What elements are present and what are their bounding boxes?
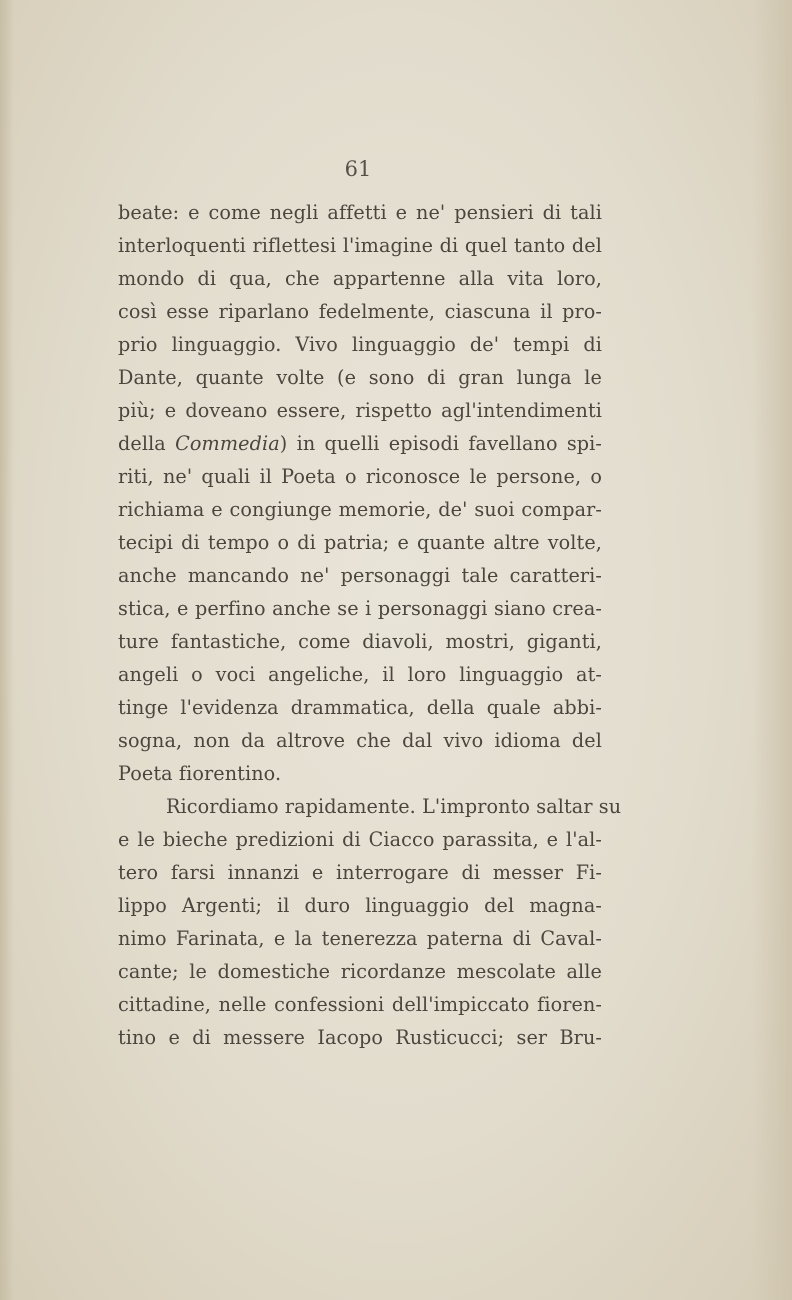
- text-line: Poeta fiorentino.: [118, 762, 282, 785]
- paragraph: [118, 790, 622, 1054]
- text-line: stica, e perfino anche se i personaggi siano crea-: [118, 597, 602, 620]
- text-line: ture fantastiche, come diavoli, mostri, giganti,: [118, 630, 602, 653]
- text-line: tecipi di tempo o di patria; e quante altre volte,: [118, 531, 602, 554]
- text-line: cittadine, nelle confessioni dell'impiccato fioren-: [118, 993, 602, 1016]
- paragraph: [118, 196, 602, 790]
- text-line: interloquenti riflettesi l'imagine di quel tanto del: [118, 234, 602, 257]
- text-line: tino e di messere Iacopo Rusticucci; ser Bru-: [118, 1026, 602, 1049]
- text-line: Dante, quante volte (e sono di gran lunga le: [118, 366, 602, 389]
- text-line: Ricordiamo rapidamente. L'impronto saltar su: [166, 795, 622, 818]
- text-line: prio linguaggio. Vivo linguaggio de' tempi di: [118, 333, 602, 356]
- text-line: e le bieche predizioni di Ciacco parassita, e l'al-: [118, 828, 602, 851]
- text-line: richiama e congiunge memorie, de' suoi compar-: [118, 498, 602, 521]
- text-line: della Commedia) in quelli episodi favellano spi-: [118, 432, 602, 455]
- text-line: tinge l'evidenza drammatica, della quale abbi-: [118, 696, 602, 719]
- body-text: [118, 196, 622, 1054]
- text-line: più; e doveano essere, rispetto agl'intendimenti: [118, 399, 602, 422]
- text-line: mondo di qua, che appartenne alla vita loro,: [118, 267, 602, 290]
- text-line: beate: e come negli affetti e ne' pensieri di tali: [118, 201, 602, 224]
- text-line: anche mancando ne' personaggi tale caratteri-: [118, 564, 602, 587]
- text-line: angeli o voci angeliche, il loro linguaggio at-: [118, 663, 602, 686]
- page-number: 61: [344, 157, 372, 181]
- text-line: sogna, non da altrove che dal vivo idioma del: [118, 729, 602, 752]
- text-line: riti, ne' quali il Poeta o riconosce le persone, o: [118, 465, 602, 488]
- text-line: lippo Argenti; il duro linguaggio del magna-: [118, 894, 602, 917]
- text-line: nimo Farinata, e la tenerezza paterna di Caval-: [118, 927, 602, 950]
- text-line: così esse riparlano fedelmente, ciascuna il pro-: [118, 300, 602, 323]
- text-line: cante; le domestiche ricordanze mescolate alle: [118, 960, 602, 983]
- text-line: tero farsi innanzi e interrogare di messer Fi-: [118, 861, 602, 884]
